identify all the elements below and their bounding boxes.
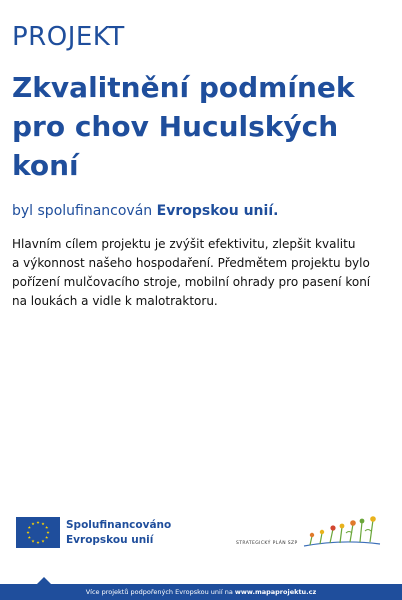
eu-label-line1: Spolufinancováno <box>66 519 172 531</box>
description-line: na loukách a vidle k malotraktoru. <box>12 294 218 308</box>
description-line: a výkonnost našeho hospodaření. Předmětem projektu bylo <box>12 256 370 270</box>
footer-prefix: Více projektů podpořených Evropskou unií na <box>85 588 233 596</box>
eu-label-line2: Evropskou unií <box>66 534 154 546</box>
project-title: Zkvalitnění podmínek pro chov Huculských koní <box>12 71 355 182</box>
project-kicker: PROJEKT <box>12 22 125 52</box>
footer-notch <box>37 577 51 584</box>
eu-cofinanced-label <box>66 518 171 548</box>
project-description <box>12 235 384 311</box>
description-line: pořízení mulčovacího stroje, mobilní ohrady pro pasení koní <box>12 275 371 289</box>
strategic-plan-logo-icon <box>302 515 382 551</box>
footer-link[interactable]: www.mapaprojektu.cz <box>234 588 317 596</box>
funding-statement <box>12 203 278 219</box>
eu-flag-icon <box>16 517 60 548</box>
description-line: Hlavním cílem projektu je zvýšit efektivitu, zlepšit kvalitu <box>12 237 356 251</box>
szp-label: STRATEGICKÝ PLÁN SZP <box>236 541 298 546</box>
funding-prefix: byl spolufinancován <box>12 203 153 219</box>
footer-text <box>0 584 402 600</box>
funding-eu: Evropskou unií. <box>156 203 279 219</box>
